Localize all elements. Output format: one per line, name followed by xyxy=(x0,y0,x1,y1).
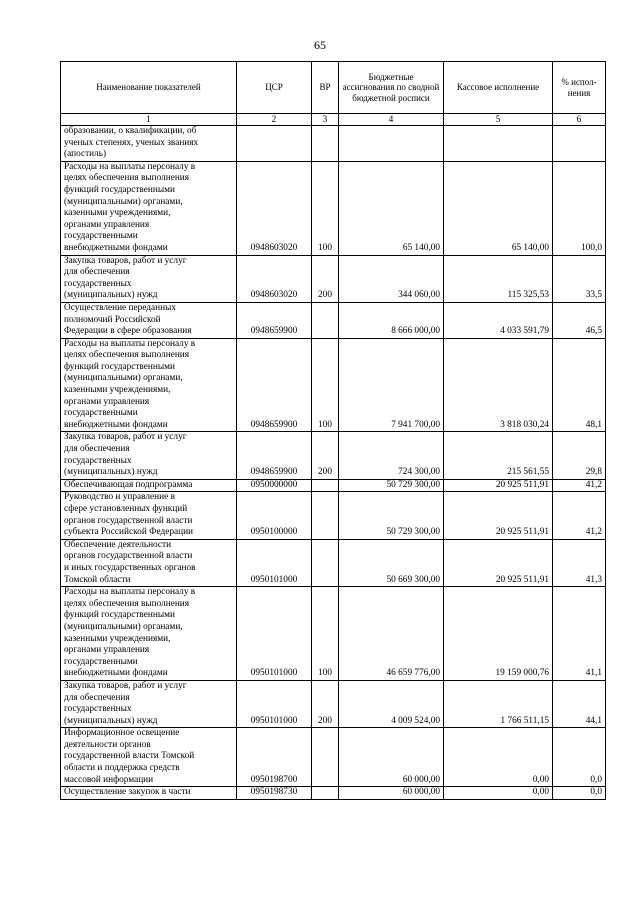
row-cash-execution: 65 140,00 xyxy=(444,161,553,255)
table-row xyxy=(61,255,606,302)
row-name xyxy=(61,479,237,492)
table-body xyxy=(61,126,606,800)
row-name xyxy=(61,338,237,432)
row-csr-code: 0950198700 xyxy=(237,728,312,787)
row-name xyxy=(61,126,237,162)
header-allocations: Бюджетные ассигнования по сводной бюджетной росписи xyxy=(339,62,444,114)
row-name xyxy=(61,587,237,681)
table-row xyxy=(61,338,606,432)
row-vr-code: 200 xyxy=(312,255,339,302)
row-cash-execution: 215 561,55 xyxy=(444,432,553,479)
row-allocation: 60 000,00 xyxy=(339,728,444,787)
row-csr-code: 0950100000 xyxy=(237,492,312,539)
row-name xyxy=(61,539,237,586)
page-number: 65 xyxy=(314,38,326,52)
row-name-text: Осуществление переданных полномочий Российской Федерации в сфере образования xyxy=(64,302,192,337)
table-row xyxy=(61,126,606,162)
row-name xyxy=(61,728,237,787)
row-allocation: 344 060,00 xyxy=(339,255,444,302)
header-name: Наименование показателей xyxy=(61,62,237,114)
row-csr-code: 0950101000 xyxy=(237,680,312,727)
column-number: 3 xyxy=(312,114,339,126)
row-cash-execution: 115 325,53 xyxy=(444,255,553,302)
row-percent: 41,3 xyxy=(553,539,606,586)
row-percent: 41,1 xyxy=(553,587,606,681)
row-vr-code: 100 xyxy=(312,587,339,681)
row-cash-execution: 0,00 xyxy=(444,728,553,787)
table-header-row xyxy=(61,62,606,114)
table-row xyxy=(61,680,606,727)
row-name xyxy=(61,255,237,302)
row-percent xyxy=(553,126,606,162)
table-row xyxy=(61,161,606,255)
column-number: 4 xyxy=(339,114,444,126)
row-allocation: 50 729 300,00 xyxy=(339,479,444,492)
row-name xyxy=(61,161,237,255)
row-cash-execution: 1 766 511,15 xyxy=(444,680,553,727)
row-vr-code xyxy=(312,479,339,492)
table-row xyxy=(61,728,606,787)
row-name-text: Закупка товаров, работ и услуг для обеспечения государственных (муниципальных) нужд xyxy=(64,255,187,301)
row-name xyxy=(61,787,237,800)
row-name-text: Закупка товаров, работ и услуг для обеспечения государственных (муниципальных) нужд xyxy=(64,680,187,726)
row-vr-code xyxy=(312,787,339,800)
header-csr: ЦСР xyxy=(237,62,312,114)
row-csr-code: 0950198730 xyxy=(237,787,312,800)
row-csr-code: 0948659900 xyxy=(237,338,312,432)
row-name-text: Закупка товаров, работ и услуг для обеспечения государственных (муниципальных) нужд xyxy=(64,432,187,478)
table-row xyxy=(61,787,606,800)
row-vr-code xyxy=(312,126,339,162)
row-csr-code xyxy=(237,126,312,162)
row-cash-execution: 3 818 030,24 xyxy=(444,338,553,432)
table-row xyxy=(61,302,606,338)
row-csr-code: 0950101000 xyxy=(237,539,312,586)
header-cash-execution: Кассовое исполнение xyxy=(444,62,553,114)
row-percent: 46,5 xyxy=(553,302,606,338)
row-allocation: 7 941 700,00 xyxy=(339,338,444,432)
row-csr-code: 0950000000 xyxy=(237,479,312,492)
row-percent: 44,1 xyxy=(553,680,606,727)
row-name-text: Обеспечение деятельности органов государственной власти и иных государственных органов Томской области xyxy=(64,539,196,585)
row-vr-code xyxy=(312,539,339,586)
row-name xyxy=(61,432,237,479)
row-allocation: 724 300,00 xyxy=(339,432,444,479)
row-name-text: Расходы на выплаты персоналу в целях обеспечения выполнения функций государственными (муниципальными) органами, казенными учреждениями, органами управления государственными внебюджетными фондами xyxy=(64,338,196,430)
table-row xyxy=(61,539,606,586)
table-row xyxy=(61,479,606,492)
row-name-text: Информационное освещение деятельности органов государственной власти Томской области и поддержка средств массовой информации xyxy=(64,728,195,785)
row-name-text: Обеспечивающая подпрограмма xyxy=(64,479,193,490)
row-vr-code: 200 xyxy=(312,680,339,727)
row-vr-code: 100 xyxy=(312,338,339,432)
row-cash-execution: 4 033 591,79 xyxy=(444,302,553,338)
row-allocation xyxy=(339,126,444,162)
column-number: 6 xyxy=(553,114,606,126)
row-percent: 41,2 xyxy=(553,492,606,539)
row-percent: 48,1 xyxy=(553,338,606,432)
row-vr-code xyxy=(312,728,339,787)
row-csr-code: 0948603020 xyxy=(237,161,312,255)
row-csr-code: 0948603020 xyxy=(237,255,312,302)
row-vr-code xyxy=(312,302,339,338)
row-name-text: Осуществление закупок в части xyxy=(64,787,191,798)
header-vr: ВР xyxy=(312,62,339,114)
row-cash-execution: 19 159 000,76 xyxy=(444,587,553,681)
row-csr-code: 0950101000 xyxy=(237,587,312,681)
row-cash-execution: 20 925 511,91 xyxy=(444,539,553,586)
row-vr-code xyxy=(312,492,339,539)
row-allocation: 50 729 300,00 xyxy=(339,492,444,539)
row-allocation: 46 659 776,00 xyxy=(339,587,444,681)
budget-execution-table xyxy=(60,61,606,800)
row-name-text: образовании, о квалификации, об ученых степенях, ученых званиях (апостиль) xyxy=(64,126,199,160)
row-percent: 0,0 xyxy=(553,787,606,800)
row-csr-code: 0948659900 xyxy=(237,302,312,338)
table-row xyxy=(61,587,606,681)
row-allocation: 8 666 000,00 xyxy=(339,302,444,338)
row-percent: 33,5 xyxy=(553,255,606,302)
column-number: 2 xyxy=(237,114,312,126)
row-vr-code: 200 xyxy=(312,432,339,479)
row-allocation: 60 000,00 xyxy=(339,787,444,800)
row-name-text: Расходы на выплаты персоналу в целях обеспечения выполнения функций государственными (муниципальными) органами, казенными учреждениями, органами управления государственными внебюджетными фондами xyxy=(64,587,196,679)
row-csr-code: 0948659900 xyxy=(237,432,312,479)
column-number: 1 xyxy=(61,114,237,126)
row-percent: 100,0 xyxy=(553,161,606,255)
row-cash-execution: 20 925 511,91 xyxy=(444,492,553,539)
row-name-text: Руководство и управление в сфере установленных функций органов государственной власти субъекта Российской Федерации xyxy=(64,492,194,538)
row-allocation: 4 009 524,00 xyxy=(339,680,444,727)
row-allocation: 65 140,00 xyxy=(339,161,444,255)
row-cash-execution xyxy=(444,126,553,162)
row-name xyxy=(61,680,237,727)
column-number: 5 xyxy=(444,114,553,126)
column-number-row xyxy=(61,114,606,126)
row-percent: 0,0 xyxy=(553,728,606,787)
header-percent: % испол-нения xyxy=(553,62,606,114)
table-row xyxy=(61,432,606,479)
row-cash-execution: 0,00 xyxy=(444,787,553,800)
row-percent: 29,8 xyxy=(553,432,606,479)
table-row xyxy=(61,492,606,539)
row-percent: 41,2 xyxy=(553,479,606,492)
row-name-text: Расходы на выплаты персоналу в целях обеспечения выполнения функций государственными (муниципальными) органами, казенными учреждениями, органами управления государственными внебюджетными фондами xyxy=(64,161,196,253)
row-allocation: 50 669 300,00 xyxy=(339,539,444,586)
row-cash-execution: 20 925 511,91 xyxy=(444,479,553,492)
row-name xyxy=(61,492,237,539)
row-vr-code: 100 xyxy=(312,161,339,255)
row-name xyxy=(61,302,237,338)
